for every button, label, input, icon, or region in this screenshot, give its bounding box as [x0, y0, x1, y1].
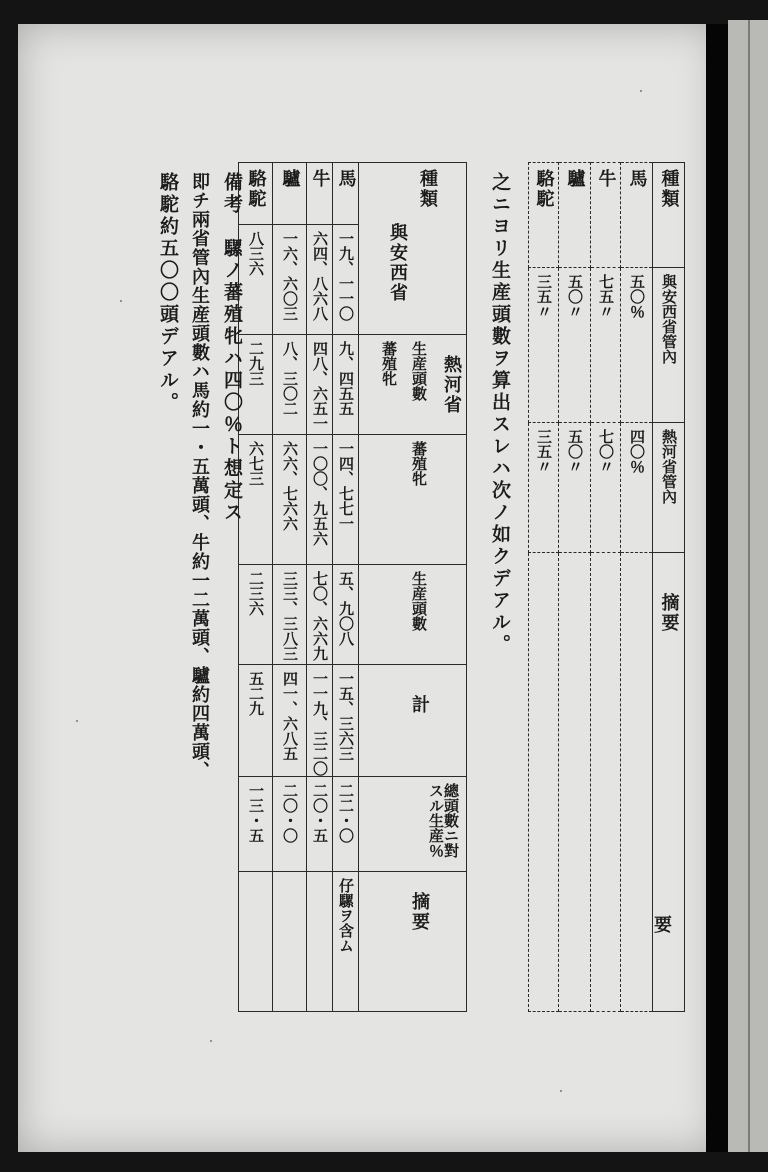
t2-yoan-breed-cell: 一九、一一〇: [337, 231, 355, 321]
remarks-line-2: 即チ兩省管內生産頭數ハ馬約一・五萬頭、牛約一二萬頭、驢約四萬頭、: [189, 172, 210, 780]
t2-header-total: 計: [409, 695, 430, 715]
t2-header-production-yoan: 生産頭數: [410, 341, 428, 401]
t2-header-breeding-yoan: 蕃殖牝: [380, 341, 398, 386]
t2-yoan-breed-cell: 一六、六〇三: [281, 231, 299, 321]
t1-yoan-cell: 七五〃: [597, 274, 615, 319]
paper-speck: [210, 1040, 212, 1042]
t1-rehe-cell: 四〇％: [628, 429, 646, 474]
t2-yoan-breed-cell: 八三六: [247, 231, 265, 276]
t2-total-cell: 四一、六八五: [281, 671, 299, 761]
book-spine: [706, 24, 728, 1152]
t2-total-cell: 五二九: [247, 671, 265, 716]
t2-rehe-prod-cell: 五、九〇八: [337, 571, 355, 646]
t2-header-note: 摘要: [409, 892, 430, 932]
remarks-line-3: 駱駝約五〇〇頭デアル。: [157, 172, 179, 414]
t2-kind-cell: 牛: [309, 169, 331, 189]
paper-speck: [76, 720, 78, 722]
t2-header-ratio: 總頭數ニ對スル生産％: [427, 783, 460, 858]
t2-rehe-breed-cell: 一四、七七一: [337, 441, 355, 531]
t2-rehe-prod-cell: 二三六: [247, 571, 265, 616]
t2-kind-cell: 驢: [279, 169, 301, 189]
t2-yoan-breed-cell: 六四、八六八: [311, 231, 329, 321]
t2-note-cell: 仔騾ヲ含ム: [337, 878, 355, 953]
t2-header-production-rehe: 生産頭數: [410, 571, 428, 631]
t1-header-yoan: 與安西省管內: [660, 274, 678, 364]
t2-header-breeding-rehe: 蕃殖牝: [410, 441, 428, 486]
t2-rehe-prod-cell: 三三、三八三: [281, 571, 299, 661]
paper-speck: [560, 1090, 562, 1092]
t2-total-cell: 一五、三六三: [337, 671, 355, 761]
t1-header-note: 摘要: [658, 593, 680, 633]
t1-yoan-cell: 三五〃: [535, 274, 553, 319]
t1-yoan-cell: 五〇〃: [566, 274, 584, 319]
t2-rehe-breed-cell: 一〇〇、九五六: [311, 441, 329, 546]
intro-sentence: 之ニヨリ生産頭數ヲ算出スレハ次ノ如クデアル。: [489, 172, 511, 656]
t2-kind-cell: 駱駝: [245, 169, 267, 209]
t2-yoan-prod-cell: 四八、六五一: [311, 341, 329, 431]
t2-ratio-cell: 一三・五: [247, 783, 265, 843]
t2-ratio-cell: 二二・〇: [337, 783, 355, 843]
t1-rehe-cell: 七〇〃: [597, 429, 615, 474]
t1-header-rehe: 熱河省管內: [660, 429, 678, 504]
t1-kind-cell: 馬: [626, 169, 648, 189]
t2-yoan-prod-cell: 二九三: [247, 341, 265, 386]
t2-rehe-breed-cell: 六七三: [247, 441, 265, 486]
t2-yoan-prod-cell: 九、四五五: [337, 341, 355, 416]
t2-rehe-breed-cell: 六六、七六六: [281, 441, 299, 531]
t2-rehe-prod-cell: 七〇、六六九: [311, 571, 329, 661]
t1-kind-cell: 牛: [595, 169, 617, 189]
production-table: [238, 162, 467, 1012]
t2-header-yoan: 與安西省: [387, 223, 408, 303]
paper-speck: [640, 90, 642, 92]
t2-total-cell: 一一九、三二〇: [311, 671, 329, 776]
t1-yoan-cell: 五〇％: [628, 274, 646, 319]
t1-rehe-cell: 五〇〃: [566, 429, 584, 474]
t2-ratio-cell: 二〇・五: [311, 783, 329, 843]
paper-speck: [120, 300, 122, 302]
t1-kind-cell: 驢: [564, 169, 586, 189]
t1-note-label-end: 要: [651, 915, 672, 935]
t1-kind-cell: 駱駝: [533, 169, 555, 209]
page-edge-line: [748, 20, 750, 1152]
t1-rehe-cell: 三五〃: [535, 429, 553, 474]
t2-ratio-cell: 二〇・〇: [281, 783, 299, 843]
t1-header-kind: 種類: [658, 169, 680, 209]
t2-yoan-prod-cell: 八、三〇二: [281, 341, 299, 416]
t2-header-rehe: 熱河省: [441, 355, 462, 415]
t2-header-kind: 種類: [417, 169, 438, 209]
remarks-line-1: 備考 騾ノ蕃殖牝ハ四〇％ト想定ス: [221, 172, 243, 524]
t2-kind-cell: 馬: [335, 169, 357, 189]
ratio-table: [528, 162, 685, 1012]
